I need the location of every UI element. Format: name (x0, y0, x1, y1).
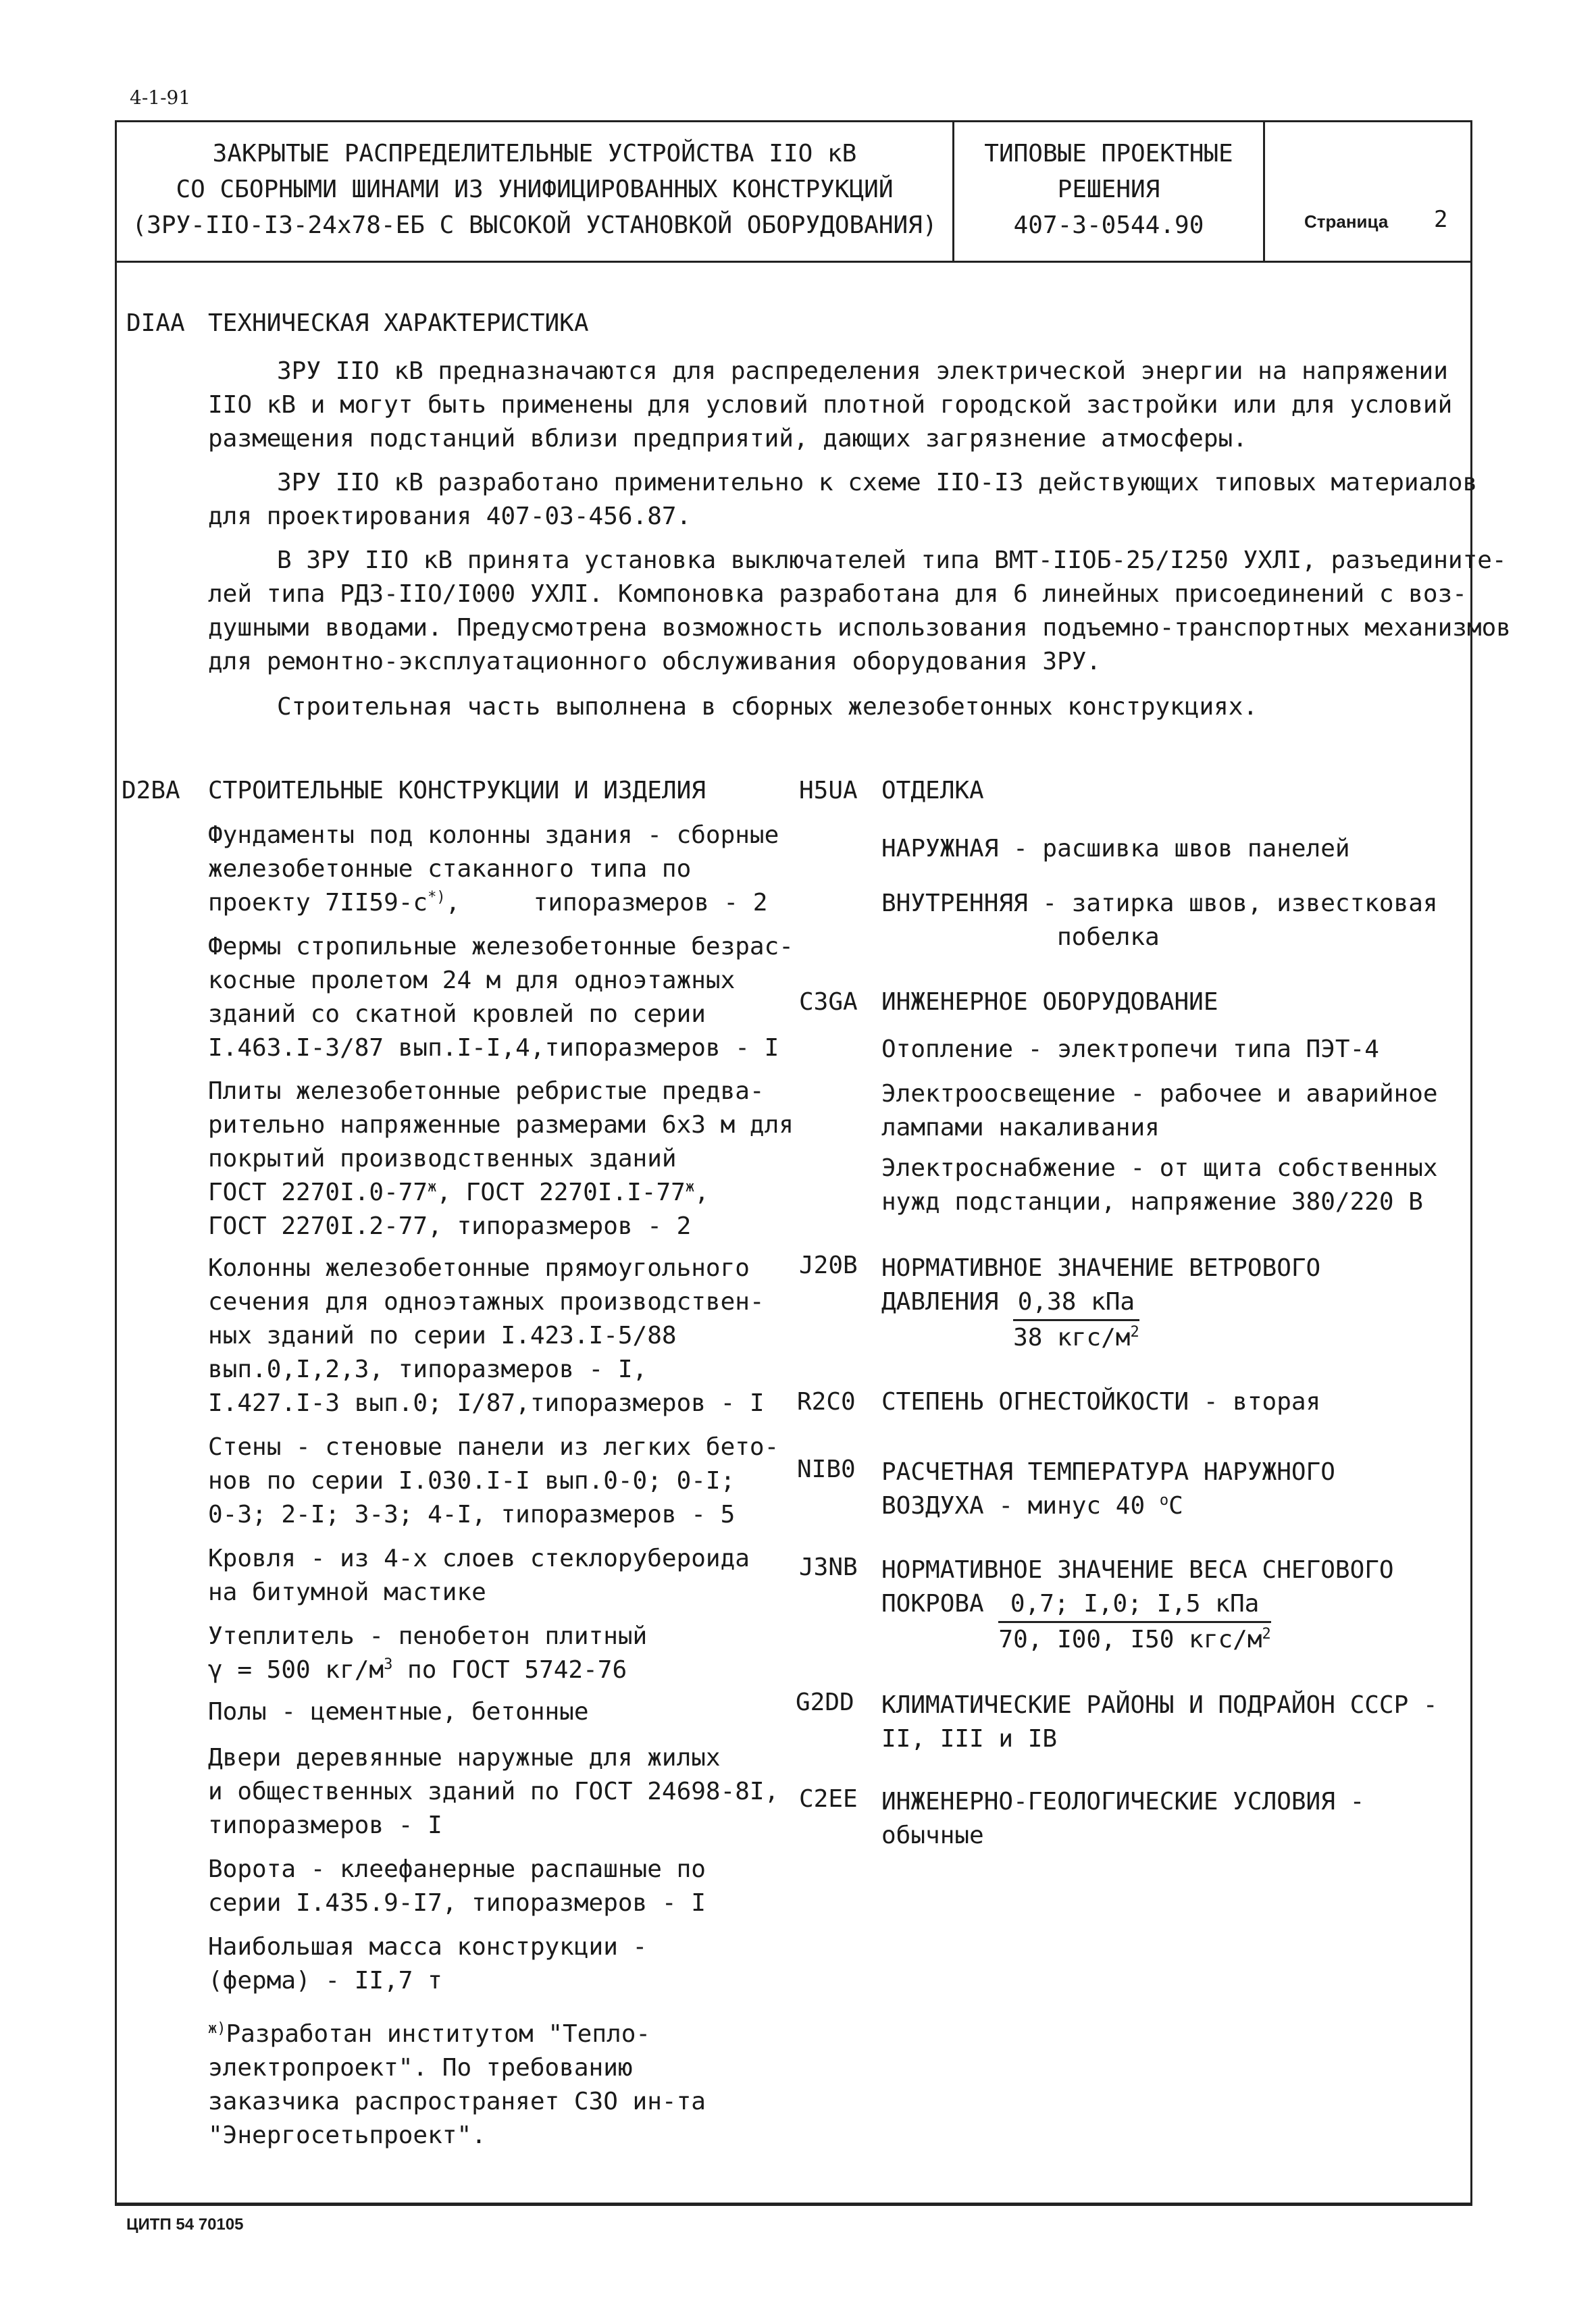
section-code: R2C0 (797, 1388, 856, 1416)
gates-item: Ворота - клеефанерные распашные по серии I.435.9-I7, типоразмеров - I (208, 1855, 706, 1917)
page-number: 2 (1434, 206, 1448, 233)
power-item: Электроснабжение - от щита собственных нужд подстанции, напряжение 380/220 В (881, 1154, 1438, 1216)
section-heading: СТРОИТЕЛЬНЫЕ КОНСТРУКЦИИ И ИЗДЕЛИЯ (208, 777, 706, 804)
snow-item: НОРМАТИВНОЕ ЗНАЧЕНИЕ ВЕСА СНЕГОВОГО ПОКРОВА $\frac{\text{0,7; I,0; I,5 кПа}}{70, I00, I50 кгс/м^2}$ (881, 1553, 1394, 1657)
trusses-item: Фермы стропильные железобетонные безрас- косные пролетом 24 м для одноэтажных зданий со скатной кровлей по серии I.463.I-3/87 вып.I-I,4,типоразмеров - I (208, 933, 794, 1062)
type-line: ТИПОВЫЕ ПРОЕКТНЫЕ (984, 140, 1233, 168)
title-block (117, 122, 1470, 263)
finish-outer: НАРУЖНАЯ - расшивка швов панелей (881, 835, 1350, 863)
type-cell (954, 122, 1265, 261)
walls-item: Стены - стеновые панели из легких бето- нов по серии I.030.I-I вып.0-0; 0-I; 0-3; 2-I; 3-3; 4-I, типоразмеров - 5 (208, 1433, 779, 1528)
wind-item: НОРМАТИВНОЕ ЗНАЧЕНИЕ ВЕТРОВОГО ДАВЛЕНИЯ $\frac{\text{0,38 кПа}}{38 кгс/м^2}$ (881, 1252, 1320, 1355)
roof-item: Кровля - из 4-х слоев стеклорубероида на битумной мастике (208, 1545, 750, 1606)
page-cell (1265, 122, 1472, 261)
page-label: Страница (1304, 211, 1389, 232)
title-line: ЗАКРЫТЫЕ РАСПРЕДЕЛИТЕЛЬНЫЕ УСТРОЙСТВА IIO кВ (212, 140, 857, 168)
wind-value: $\frac{\text{0,38 кПа}}{38 кгс/м^2}$ (1013, 1285, 1139, 1355)
section-code: DIAA (126, 309, 185, 337)
tech-paragraph: Строительная часть выполнена в сборных железобетонных конструкциях. (277, 693, 1258, 721)
heating-item: Отопление - электропечи типа ПЭТ-4 (881, 1035, 1379, 1063)
floors-item: Полы - цементные, бетонные (208, 1698, 589, 1726)
title-line: СО СБОРНЫМИ ШИНАМИ ИЗ УНИФИЦИРОВАННЫХ КОНСТРУКЦИЙ (176, 176, 894, 203)
footer-code: ЦИТП 54 70105 (126, 2215, 244, 2234)
section-code: G2DD (796, 1689, 854, 1716)
slabs-item: Плиты железобетонные ребристые предва- рительно напряженные размерами 6х3 м для покрытий производственных зданий ГОСТ $2270I.0-77^ж$, ГОСТ $2270I.I-77^ж$, ГОСТ 2270I.2-77, типоразмеров - 2 (208, 1077, 794, 1240)
type-line: 407-3-0544.90 (1013, 211, 1204, 239)
tech-paragraph: В ЗРУ IIO кВ принята установка выключателей типа ВМТ-IIOБ-25/I250 УХЛI, разъедините- лей типа РДЗ-IIO/I000 УХЛI. Компоновка разработана для 6 линейных присоединений с воз- душными вводами. Предусмотрена возможность использования подъемно-транспортных механизмов для ремонтно-эксплуатационного обслуживания оборудования ЗРУ. (208, 546, 1511, 675)
tech-paragraph: ЗРУ IIO кВ предназначаются для распределения электрической энергии на напряжении IIO кВ и могут быть применены для условий плотной городской застройки или для условий размещения подстанций вблизи предприятий, дающих загрязнение атмосферы. (208, 357, 1453, 453)
title-line: (ЗРУ-IIO-I3-24х78-ЕБ С ВЫСОКОЙ УСТАНОВКОЙ ОБОРУДОВАНИЯ) (132, 211, 937, 239)
snow-value: $\frac{\text{0,7; I,0; I,5 кПа}}{70, I00, I50 кгс/м^2}$ (998, 1587, 1270, 1657)
tech-paragraph: ЗРУ IIO кВ разработано применительно к схеме IIO-I3 действующих типовых материалов для проектирования 407-03-456.87. (208, 469, 1478, 530)
document-corner-code: 4-1-91 (130, 86, 191, 109)
mass-item: Наибольшая масса конструкции - (ферма) - II,7 т (208, 1933, 648, 1995)
temperature-item: РАСЧЕТНАЯ ТЕМПЕРАТУРА НАРУЖНОГО ВОЗДУХА - минус 40 $^о$С (881, 1458, 1335, 1520)
footnote: $^{ж)}$Разработан институтом "Тепло- электропроект". По требованию заказчика распространяет СЗО ин-та "Энергосетьпроект". (208, 2020, 706, 2149)
geology-item: ИНЖЕНЕРНО-ГЕОЛОГИЧЕСКИЕ УСЛОВИЯ - обычные (881, 1788, 1365, 1849)
doors-item: Двери деревянные наружные для жилых и общественных зданий по ГОСТ 24698-8I, типоразмеров - I (208, 1744, 779, 1839)
document-title (117, 136, 952, 243)
climate-item: КЛИМАТИЧЕСКИЕ РАЙОНЫ И ПОДРАЙОН СССР - II, III и IВ (881, 1691, 1438, 1753)
project-type (954, 136, 1263, 243)
section-heading: ТЕХНИЧЕСКАЯ ХАРАКТЕРИСТИКА (208, 309, 589, 337)
section-code: D2BA (122, 777, 180, 804)
finish-inner: ВНУТРЕННЯЯ - затирка швов, известковая побелка (881, 890, 1438, 951)
title-cell (117, 122, 954, 261)
columns-item: Колонны железобетонные прямоугольного сечения для одноэтажных производствен- ных зданий по серии I.423.I-5/88 вып.0,I,2,3, типоразмеров - I, I.427.I-3 вып.0; I/87,типоразмеров - I (208, 1254, 765, 1417)
section-code: C2EE (799, 1785, 858, 1813)
insulation-item: Утеплитель - пенобетон плитный γ = 500 $кг/м^3$ по ГОСТ 5742-76 (208, 1622, 648, 1684)
type-line: РЕШЕНИЯ (1057, 176, 1160, 203)
section-code: NIB0 (797, 1456, 856, 1483)
foundations-item: Фундаменты под колонны здания - сборные железобетонные стаканного типа по проекту 7II59-с*), типоразмеров - 2 (208, 821, 779, 917)
section-code: C3GA (799, 988, 858, 1016)
section-code: H5UA (799, 777, 858, 804)
section-heading: ИНЖЕНЕРНОЕ ОБОРУДОВАНИЕ (881, 988, 1218, 1016)
section-code: J20B (799, 1252, 858, 1279)
lighting-item: Электроосвещение - рабочее и аварийное лампами накаливания (881, 1080, 1438, 1141)
section-code: J3NB (799, 1553, 858, 1581)
section-heading: ОТДЕЛКА (881, 777, 984, 804)
fire-item: СТЕПЕНЬ ОГНЕСТОЙКОСТИ - вторая (881, 1388, 1321, 1416)
